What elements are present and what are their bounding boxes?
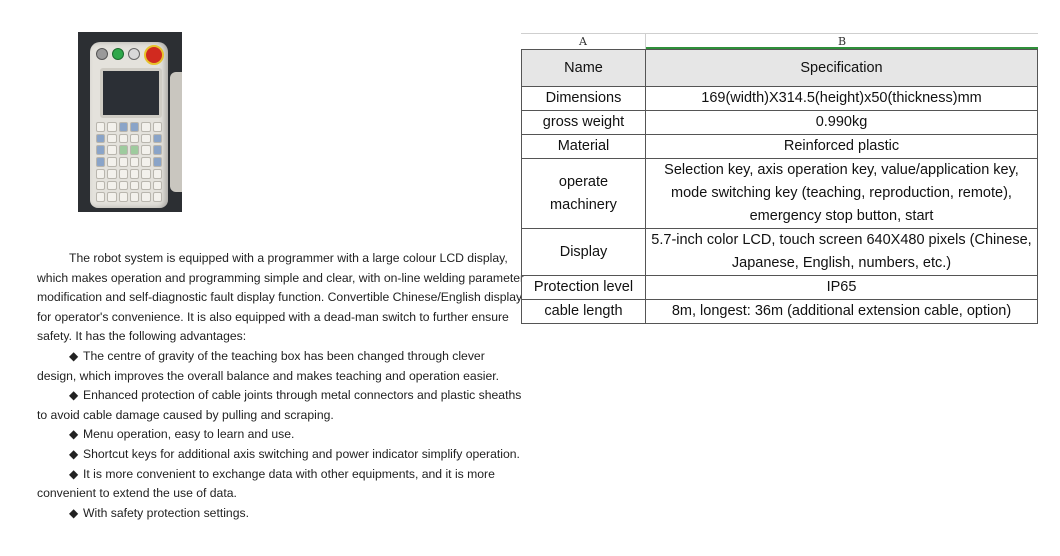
cell-spec[interactable]: 0.990kg xyxy=(646,111,1038,135)
key-switch-icon xyxy=(96,48,108,60)
cell-name[interactable]: Material xyxy=(522,135,646,159)
cell-spec[interactable]: 5.7-inch color LCD, touch screen 640X480 pixels (Chinese, Japanese, English, numbers, etc.) xyxy=(646,229,1038,276)
intro-paragraph: The robot system is equipped with a programmer with a large colour LCD display, which makes operation and programming simple and clear, with on-line welding parameter modification and self-diagnostic fault display function. Convertible Chinese/English display for operator's convenience. It is also equipped with a dead-man switch to further ensure safety. It has the following advantages: xyxy=(37,251,525,344)
advantage-item: ◆ With safety protection settings. xyxy=(37,504,527,524)
diamond-bullet-icon: ◆ xyxy=(69,348,79,363)
cell-name[interactable]: cable length xyxy=(522,300,646,324)
cell-name[interactable]: Protection level xyxy=(522,276,646,300)
keypad xyxy=(96,122,162,202)
table-row xyxy=(522,159,1038,229)
teach-pendant-photo xyxy=(78,32,182,212)
table-header-row xyxy=(522,50,1038,87)
lcd-screen xyxy=(100,68,162,118)
table-row xyxy=(522,229,1038,276)
emergency-stop-icon xyxy=(144,45,164,65)
advantage-item: ◆ Enhanced protection of cable joints through metal connectors and plastic sheaths to avoid cable damage caused by pulling and scraping. xyxy=(37,388,522,422)
spec-sheet xyxy=(521,33,1038,324)
header-cell-specification[interactable]: Specification xyxy=(646,50,1038,87)
cell-spec[interactable]: Reinforced plastic xyxy=(646,135,1038,159)
spec-table xyxy=(521,49,1038,324)
cell-name[interactable]: gross weight xyxy=(522,111,646,135)
pendant-body xyxy=(90,42,168,208)
diamond-bullet-icon: ◆ xyxy=(69,466,79,481)
cell-spec[interactable]: 169(width)X314.5(height)x50(thickness)mm xyxy=(646,87,1038,111)
diamond-bullet-icon: ◆ xyxy=(69,388,79,403)
cell-name[interactable]: Dimensions xyxy=(522,87,646,111)
cell-spec[interactable]: IP65 xyxy=(646,276,1038,300)
description xyxy=(37,249,527,523)
pendant-handle xyxy=(170,72,182,192)
diamond-bullet-icon: ◆ xyxy=(69,427,79,442)
advantage-item: ◆ The centre of gravity of the teaching box has been changed through clever design, which improves the overall balance and makes teaching and operation easier. xyxy=(37,348,500,383)
table-row xyxy=(522,135,1038,159)
column-header-a[interactable]: A xyxy=(521,34,646,49)
table-row xyxy=(522,276,1038,300)
table-row xyxy=(522,300,1038,324)
advantage-item: ◆ Shortcut keys for additional axis switching and power indicator simplify operation. xyxy=(37,445,527,465)
cell-spec[interactable]: 8m, longest: 36m (additional extension cable, option) xyxy=(646,300,1038,324)
diamond-bullet-icon: ◆ xyxy=(69,446,79,461)
green-button-icon xyxy=(112,48,124,60)
header-cell-name[interactable]: Name xyxy=(522,50,646,87)
column-header-row xyxy=(521,33,1038,49)
column-header-b[interactable]: B xyxy=(646,34,1038,49)
table-row xyxy=(522,111,1038,135)
cell-name[interactable]: Display xyxy=(522,229,646,276)
advantage-item: ◆ Menu operation, easy to learn and use. xyxy=(37,425,527,445)
cell-name[interactable]: operate machinery xyxy=(522,159,646,229)
diamond-bullet-icon: ◆ xyxy=(69,505,79,520)
table-row xyxy=(522,87,1038,111)
cell-spec[interactable]: Selection key, axis operation key, value/application key, mode switching key (teaching, reproduction, remote), emergency stop button, start xyxy=(646,159,1038,229)
white-button-icon xyxy=(128,48,140,60)
advantage-item: ◆ It is more convenient to exchange data with other equipments, and it is more convenient to extend the use of data. xyxy=(37,466,495,501)
